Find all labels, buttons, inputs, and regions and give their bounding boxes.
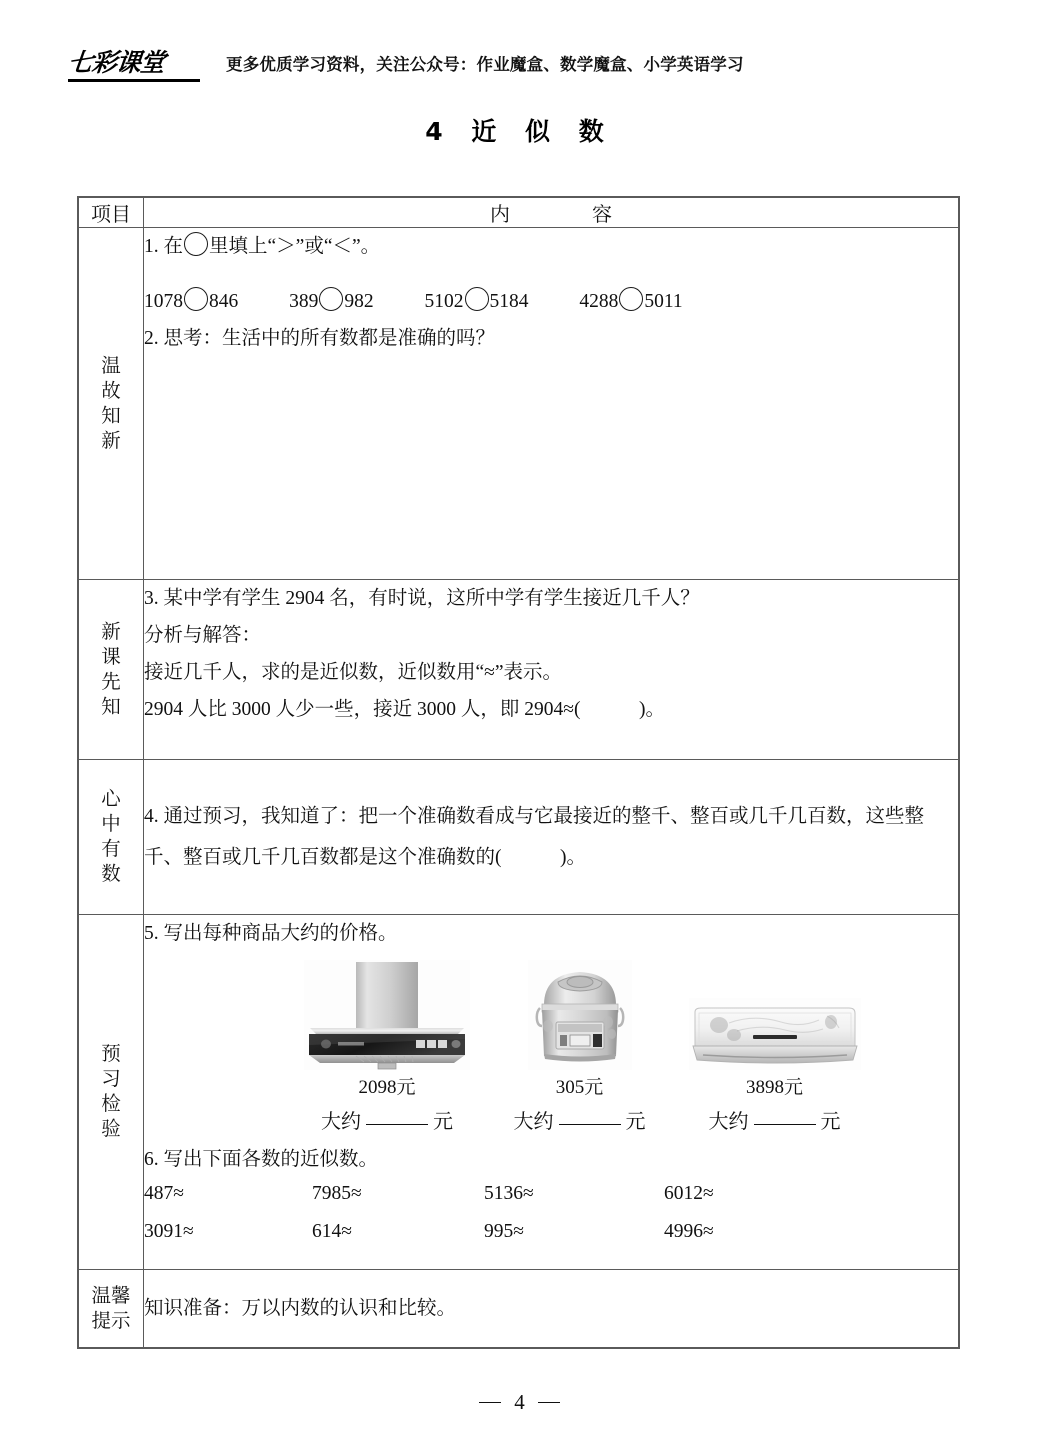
question-1-prompt xyxy=(144,228,958,265)
comparison-right: 5184 xyxy=(489,291,529,312)
row-label-char: 心 xyxy=(101,789,121,810)
answer-blank[interactable] xyxy=(754,1124,816,1125)
product-item xyxy=(492,960,667,1137)
answer-blank[interactable] xyxy=(559,1124,621,1125)
approx-exercise[interactable]: 995≈ xyxy=(484,1221,524,1242)
comparison-left: 389 xyxy=(289,291,319,312)
approx-exercise[interactable]: 7985≈ xyxy=(312,1183,362,1204)
row-label-char: 验 xyxy=(101,1119,121,1140)
approx-exercise[interactable]: 6012≈ xyxy=(664,1183,714,1204)
approx-suffix: 元 xyxy=(433,1111,453,1133)
comparison-left: 4288 xyxy=(579,291,619,312)
comparison-item xyxy=(579,283,682,320)
rice-cooker-image xyxy=(528,960,632,1070)
row-label-char: 新 xyxy=(101,621,121,643)
circle-blank-icon[interactable] xyxy=(465,287,489,311)
row-label-char: 数 xyxy=(101,864,121,885)
product-price: 2098元 xyxy=(358,1077,416,1098)
circle-blank-icon[interactable] xyxy=(184,287,208,311)
product-approx-blank xyxy=(321,1107,453,1137)
row-content-yuxi-jianyan xyxy=(144,915,959,1270)
question-5-title: 5. 写出每种商品大约的价格。 xyxy=(144,923,398,944)
question-1-comparisons xyxy=(144,283,958,320)
row-label-xinzhong-youshu xyxy=(79,760,144,915)
row-label-char: 预 xyxy=(101,1044,121,1065)
circle-blank-icon[interactable] xyxy=(619,287,643,311)
footer-dash-left-icon xyxy=(479,1402,501,1403)
approx-suffix: 元 xyxy=(820,1111,841,1133)
comparison-right: 846 xyxy=(209,291,239,312)
circle-blank-icon[interactable] xyxy=(319,287,343,311)
table-header-content: 内 容 xyxy=(144,198,959,228)
page-header xyxy=(0,44,1039,90)
table-row xyxy=(79,580,959,760)
approx-prefix: 大约 xyxy=(708,1111,749,1133)
approx-suffix: 元 xyxy=(625,1111,646,1133)
question-1-suffix: 里填上“＞”或“＜”。 xyxy=(209,236,381,257)
approx-prefix: 大约 xyxy=(321,1111,361,1133)
row-label-char: 提示 xyxy=(91,1310,131,1332)
comparison-right: 982 xyxy=(344,291,374,312)
approx-exercise[interactable]: 614≈ xyxy=(312,1221,352,1242)
analysis-line-1: 接近几千人，求的是近似数，近似数用“≈”表示。 xyxy=(144,662,563,683)
table-header-row xyxy=(79,198,959,228)
product-item xyxy=(667,998,882,1137)
product-list xyxy=(144,960,958,1137)
table-row xyxy=(79,915,959,1270)
product-item xyxy=(282,960,492,1137)
table-row xyxy=(79,228,959,580)
approx-exercise[interactable]: 3091≈ xyxy=(144,1221,194,1242)
approx-prefix: 大约 xyxy=(513,1111,554,1133)
page-footer xyxy=(0,1390,1039,1415)
row-label-char: 知 xyxy=(101,405,121,427)
row-label-char: 有 xyxy=(101,839,121,860)
row-label-char: 故 xyxy=(101,380,121,402)
brand-logo-underline xyxy=(68,79,200,82)
product-approx-blank xyxy=(709,1107,841,1137)
analysis-line-2: 2904 人比 3000 人少一些，接近 3000 人，即 2904≈( )。 xyxy=(144,699,665,720)
approx-exercise[interactable]: 5136≈ xyxy=(484,1183,534,1204)
table-row xyxy=(79,1270,959,1348)
row-content-wenxin-tishi xyxy=(144,1270,959,1348)
row-content-wengu-zhixin xyxy=(144,228,959,580)
row-label-char: 中 xyxy=(101,814,121,835)
product-approx-blank xyxy=(514,1107,646,1137)
row-label-wengu-zhixin xyxy=(79,228,144,580)
question-1-prefix: 1. 在 xyxy=(144,236,184,257)
promo-banner-text: 更多优质学习资料，关注公众号：作业魔盒、数学魔盒、小学英语学习 xyxy=(226,55,744,74)
question-2-text: 2. 思考：生活中的所有数都是准确的吗？ xyxy=(144,328,496,349)
footer-dash-right-icon xyxy=(538,1402,560,1403)
row-label-char: 检 xyxy=(101,1094,121,1115)
range-hood-image xyxy=(304,960,470,1070)
approx-exercise[interactable]: 487≈ xyxy=(144,1183,184,1204)
row-label-char: 新 xyxy=(101,430,121,452)
table-row xyxy=(79,760,959,915)
analysis-label: 分析与解答： xyxy=(144,625,262,646)
page-number: 4 xyxy=(514,1390,525,1414)
product-price: 305元 xyxy=(555,1077,604,1098)
answer-blank[interactable] xyxy=(366,1124,428,1125)
row-label-char: 温 xyxy=(101,355,121,377)
row-label-wenxin-tishi xyxy=(79,1270,144,1348)
brand-logo xyxy=(68,48,204,90)
comparison-item xyxy=(289,283,374,320)
row-label-char: 先 xyxy=(101,671,121,693)
row-label-xinke-xianzhi xyxy=(79,580,144,760)
row-label-char: 知 xyxy=(101,696,121,718)
row-label-char: 温馨 xyxy=(91,1285,131,1307)
product-price: 3898元 xyxy=(745,1077,803,1098)
air-conditioner-image xyxy=(689,998,861,1070)
row-label-char: 课 xyxy=(101,646,121,668)
comparison-item xyxy=(144,283,238,320)
question-3-text: 3. 某中学有学生 2904 名，有时说，这所中学有学生接近几千人？ xyxy=(144,588,700,609)
row-label-char: 习 xyxy=(101,1069,121,1090)
question-6-grid xyxy=(144,1177,958,1249)
brand-logo-text: 七彩课堂 xyxy=(66,48,166,77)
worksheet-table xyxy=(77,196,960,1349)
question-4-text: 4. 通过预习，我知道了：把一个准确数看成与它最接近的整千、整百或几千几百数，这些整千、整百或几千几百数都是这个准确数的( )。 xyxy=(144,806,925,868)
row-content-xinke-xianzhi xyxy=(144,580,959,760)
question-6-title: 6. 写出下面各数的近似数。 xyxy=(144,1149,379,1170)
table-header-item: 项目 xyxy=(79,198,144,228)
comparison-left: 1078 xyxy=(144,291,183,312)
comparison-left: 5102 xyxy=(424,291,464,312)
approx-exercise[interactable]: 4996≈ xyxy=(664,1221,714,1242)
comparison-right: 5011 xyxy=(644,291,683,312)
comparison-item xyxy=(425,283,529,320)
tip-text: 知识准备：万以内数的认识和比较。 xyxy=(144,1298,457,1319)
row-label-yuxi-jianyan xyxy=(79,915,144,1270)
page-title: 4 近 似 数 xyxy=(425,117,614,146)
circle-blank-icon[interactable] xyxy=(184,232,208,256)
row-content-xinzhong-youshu xyxy=(144,760,959,915)
